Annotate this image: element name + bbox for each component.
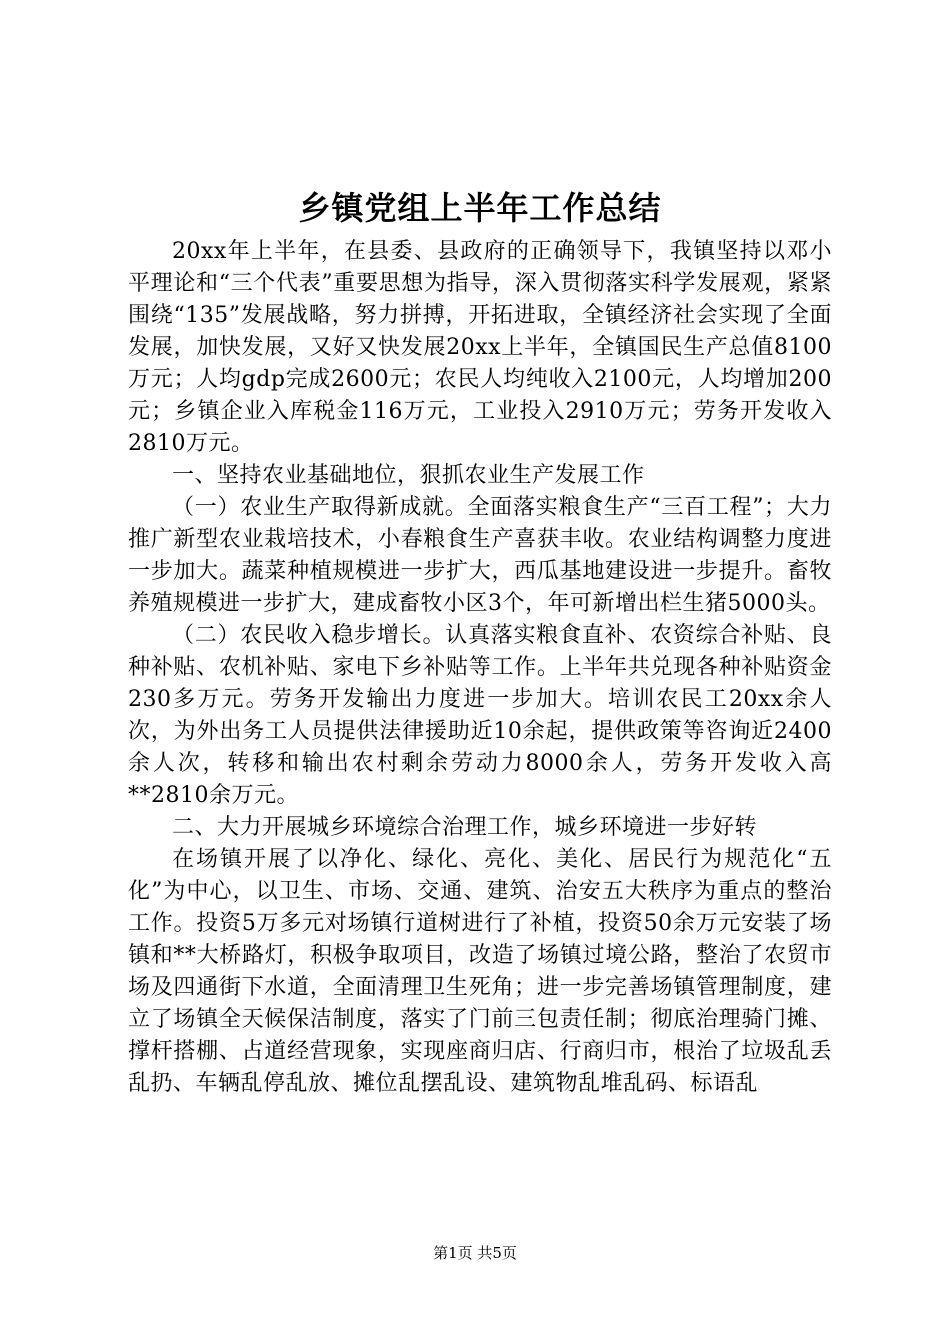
section-heading-2: 二、大力开展城乡环境综合治理工作，城乡环境进一步好转 xyxy=(172,815,758,840)
paragraph-agriculture: （一）农业生产取得新成就。全面落实粮食生产“三百工程”；大力推广新型农业栽培技术，小春粮食生产喜获丰收。农业结构调整力度进一步加大。蔬菜种植规模进一步扩大，西瓜基地建设进一步提升。畜牧养殖规模进一步扩大，建成畜牧小区3个，年可新增出栏生猪5000头。 xyxy=(128,495,832,616)
page-footer: 第1页 共5页 xyxy=(433,1244,517,1262)
paragraph-environment: 在场镇开展了以净化、绿化、亮化、美化、居民行为规范化“五化”为中心，以卫生、市场、交通、建筑、治安五大秩序为重点的整治工作。投资5万多元对场镇行道树进行了补植，投资50余万元安装了场镇和**大桥路灯，积极争取项目，改造了场镇过境公路，整治了农贸市场及四通街下水道，全面清理卫生死角；进一步完善场镇管理制度，建立了场镇全天候保洁制度，落实了门前三包责任制；彻底治理骑门摊、撑杆搭棚、占道经营现象，实现座商归店、行商归市，根治了垃圾乱丢乱扔、车辆乱停乱放、摊位乱摆乱设、建筑物乱堆乱码、标语乱 xyxy=(128,847,832,1096)
document-body xyxy=(128,183,832,1100)
paragraph-intro: 20xx年上半年，在县委、县政府的正确领导下，我镇坚持以邓小平理论和“三个代表”重要思想为指导，深入贯彻落实科学发展观，紧紧围绕“135”发展战略，努力拼搏，开拓进取，全镇经济社会实现了全面发展，加快发展，又好又快发展20xx上半年，全镇国民生产总值8100万元；人均gdp完成2600元；农民人均纯收入2100元，人均增加200元；乡镇企业入库税金116万元，工业投入2910万元；劳务开发收入2810万元。 xyxy=(128,239,832,456)
paragraph-income: （二）农民收入稳步增长。认真落实粮食直补、农资综合补贴、良种补贴、农机补贴、家电下乡补贴等工作。上半年共兑现各种补贴资金230多万元。劳务开发输出力度进一步加大。培训农民工20xx余人次，为外出务工人员提供法律援助近10余起，提供政策等咨询近2400余人次，转移和输出农村剩余劳动力8000余人，劳务开发收入高**2810余万元。 xyxy=(128,623,832,808)
page-title: 乡镇党组上半年工作总结 xyxy=(298,189,662,227)
section-heading-1: 一、坚持农业基础地位，狠抓农业生产发展工作 xyxy=(172,463,645,488)
